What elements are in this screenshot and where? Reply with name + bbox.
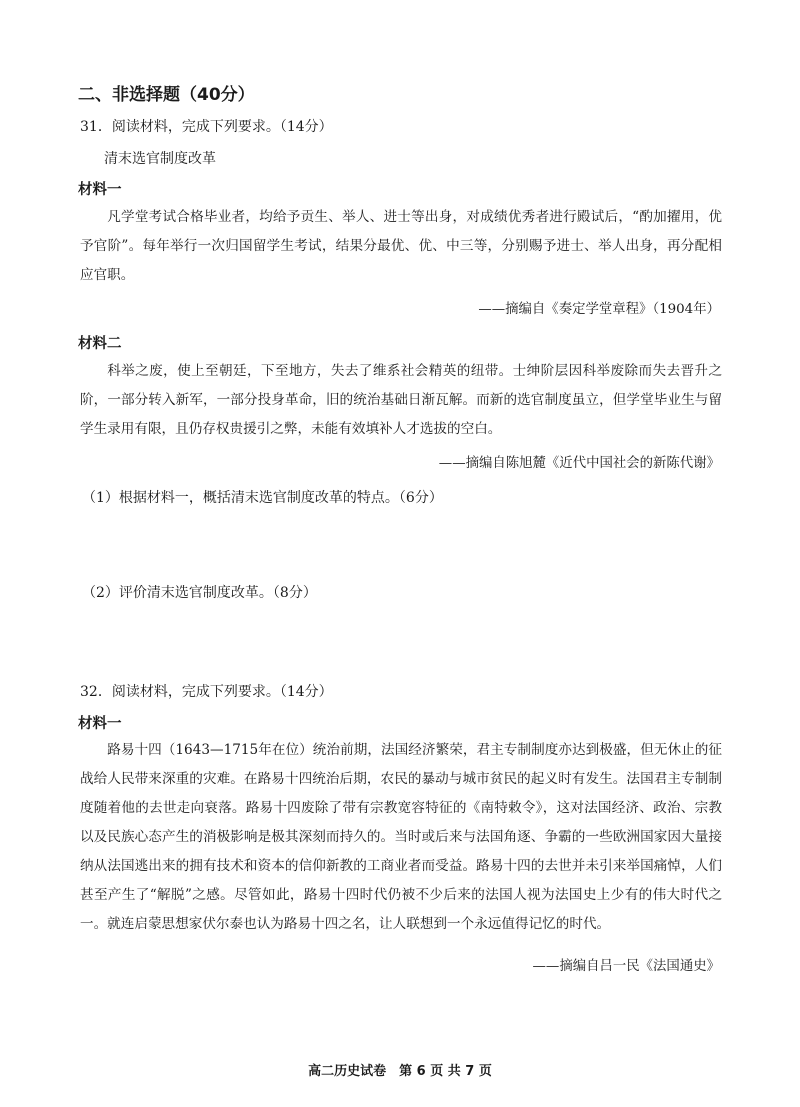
question-32-prompt: 32．阅读材料，完成下列要求。（14分）: [80, 684, 333, 700]
sub-question-2: （2）评价清末选官制度改革。（8分）: [82, 585, 317, 601]
material-source: ——摘编自陈旭麓《近代中国社会的新陈代谢》: [438, 456, 720, 471]
material-label: 材料一: [78, 716, 122, 732]
section-title: 二、非选择题（40分）: [78, 85, 255, 105]
material-paragraph: 科举之废，使上至朝廷，下至地方，失去了维系社会精英的纽带。士绅阶层因科举废除而失去晋升之阶，一部分转入新军，一部分投身革命，旧的统治基础日渐瓦解。而新的选官制度虽立，但学堂毕业生与留学生录用有限，且仍存权贵援引之弊，未能有效填补人才选拔的空白。: [80, 363, 722, 437]
material-paragraph: 凡学堂考试合格毕业者，均给予贡生、举人、进士等出身，对成绩优秀者进行殿试后，“酌加擢用，优予官阶”。每年举行一次归国留学生考试，结果分最优、优、中三等，分别赐予进士、举人出身，再分配相应官职。: [80, 209, 722, 283]
sub-question-1: （1）根据材料一，概括清末选官制度改革的特点。（6分）: [82, 490, 443, 506]
material-label: 材料二: [78, 336, 122, 352]
page-footer: 高二历史试卷 第 6 页 共 7 页: [308, 1064, 492, 1079]
material-source: ——摘编自《奏定学堂章程》（1904年）: [478, 302, 720, 317]
material-label: 材料一: [78, 182, 122, 198]
material-paragraph: 路易十四（1643—1715年在位）统治前期，法国经济繁荣，君主专制制度亦达到极盛，但无休止的征战给人民带来深重的灾难。在路易十四统治后期，农民的暴动与城市贫民的起义时有发生。法国君主专制制度随着他的去世走向衰落。路易十四废除了带有宗教宽容特征的《南特敕令》，这对法国经济、政治、宗教以及民族心态产生的消极影响是极其深刻而持久的。当时或后来与法国角逐、争霸的一些欧洲国家因大量接纳从法国逃出来的拥有技术和资本的信仰新教的工商业者而受益。路易十四的去世并未引来举国痛悼，人们甚至产生了“解脱”之感。尽管如此，路易十四时代仍被不少后来的法国人视为法国史上少有的伟大时代之一。就连启蒙思想家伏尔泰也认为路易十四之名，让人联想到一个永远值得记忆的时代。: [80, 742, 722, 932]
material-source: ——摘编自吕一民《法国通史》: [532, 959, 720, 974]
question-31-prompt: 31．阅读材料，完成下列要求。（14分）: [80, 119, 333, 135]
question-31-topic: 清末选官制度改革: [104, 151, 216, 167]
